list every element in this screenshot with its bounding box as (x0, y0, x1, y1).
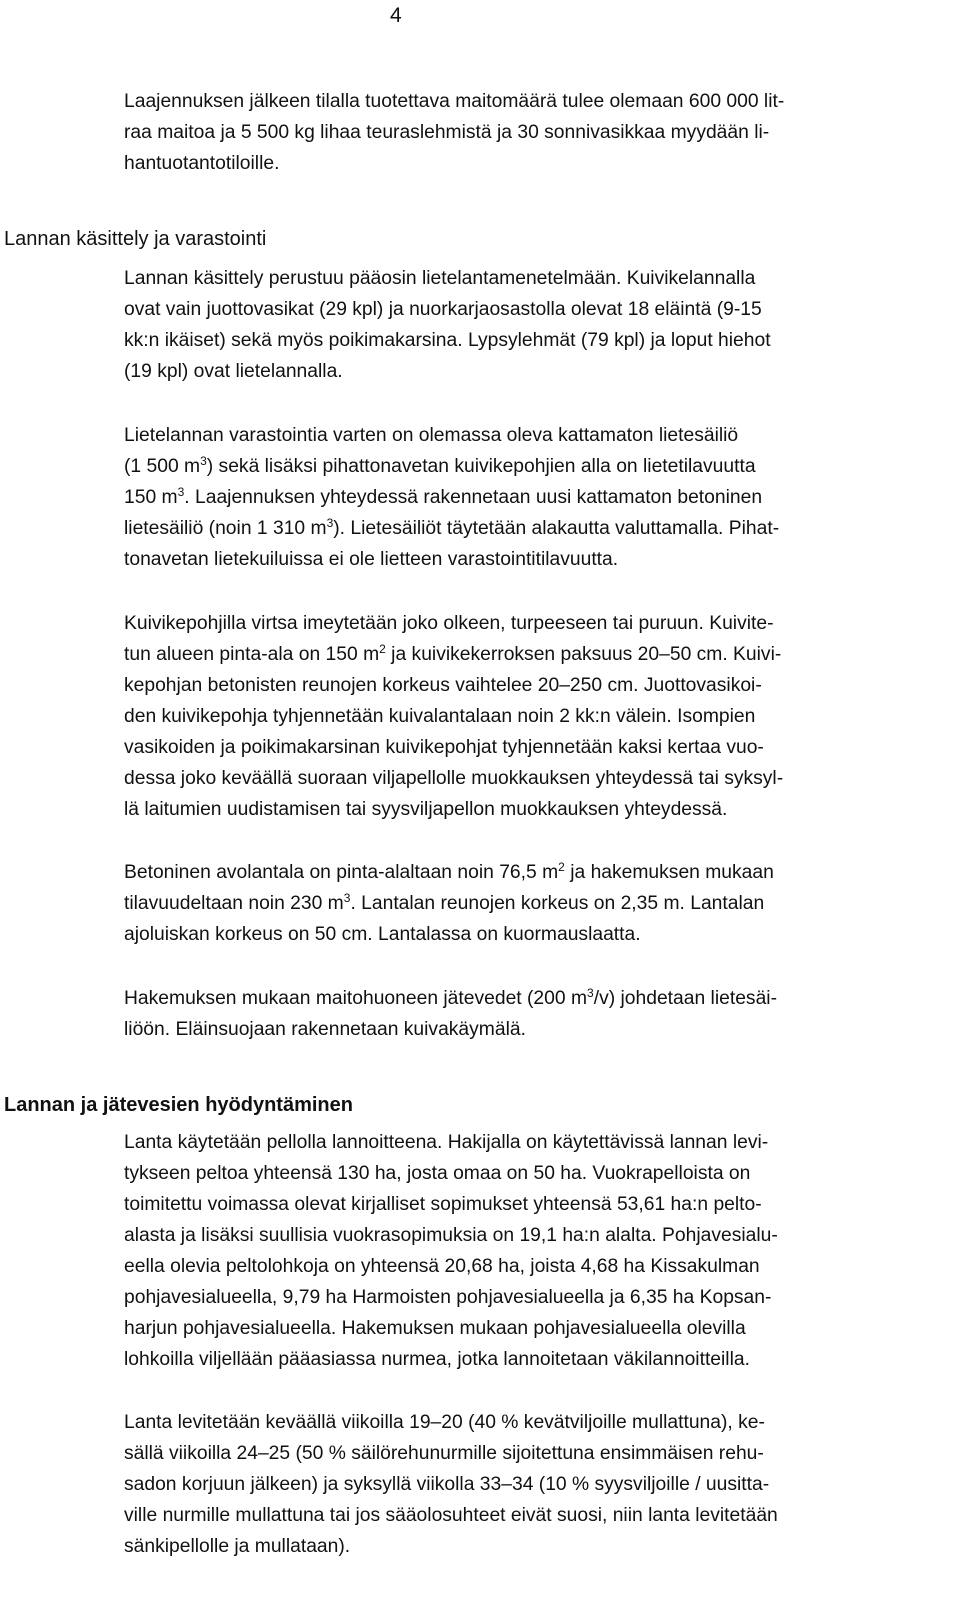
text-segment: pohjavesialueella, 9,79 ha Harmoisten pohjavesialueella ja 6,35 ha Kopsan- (124, 1287, 772, 1308)
text-segment: (1 500 m (124, 456, 201, 477)
text-line (124, 1313, 936, 1344)
paragraph-levitysajankohdat (124, 1407, 936, 1562)
text-segment: ) sekä lisäksi pihattonavetan kuivikepohjien alla on lietetilavuutta (206, 456, 756, 477)
text-segment: sadon korjuun jälkeen) ja syksyllä viikolla 33–34 (10 % syysviljoille / uusitta- (124, 1474, 770, 1495)
superscript: 2 (379, 642, 386, 656)
text-segment: Lanta levitetään keväällä viikoilla 19–20 (40 % kevätviljoille mullattuna), ke- (124, 1412, 765, 1433)
text-segment: /v) johdetaan lietesäi- (593, 988, 777, 1009)
text-segment: alasta ja lisäksi suullisia vuokrasopimuksia on 19,1 ha:n alalta. Pohjavesialu- (124, 1225, 778, 1246)
text-line (124, 1014, 936, 1045)
text-line (124, 919, 936, 950)
text-line (124, 670, 936, 701)
text-line (124, 356, 936, 387)
text-segment: ville nurmille mullattuna tai jos sääolosuhteet eivät suosi, niin lanta levitetään (124, 1505, 778, 1526)
text-line (124, 544, 936, 575)
superscript: 3 (587, 986, 594, 1000)
text-line (124, 86, 936, 117)
text-line (124, 1189, 936, 1220)
text-line (124, 263, 936, 294)
text-segment: tykseen peltoa yhteensä 130 ha, josta omaa on 50 ha. Vuokrapelloista on (124, 1163, 751, 1184)
text-line (124, 1469, 936, 1500)
section-heading-hyodyntaminen: Lannan ja jätevesien hyödyntäminen (4, 1094, 353, 1116)
text-line (124, 794, 936, 825)
text-line (124, 639, 936, 670)
text-line (124, 1220, 936, 1251)
paragraph-lietelannan-varastointi (124, 420, 936, 575)
text-line (124, 117, 936, 148)
text-line (124, 1158, 936, 1189)
paragraph-kuivikepohjat (124, 608, 936, 825)
text-line (124, 451, 936, 482)
text-segment: eella olevia peltolohkoja on yhteensä 20,68 ha, joista 4,68 ha Kissakulman (124, 1256, 760, 1277)
text-segment: den kuivikepohja tyhjennetään kuivalantalaan noin 2 kk:n välein. Isompien (124, 706, 756, 727)
text-segment: . Laajennuksen yhteydessä rakennetaan uusi kattamaton betoninen (184, 487, 763, 508)
text-segment: Lietelannan varastointia varten on olemassa oleva kattamaton lietesäiliö (124, 425, 739, 446)
text-segment: raa maitoa ja 5 500 kg lihaa teuraslehmistä ja 30 sonnivasikkaa myydään li- (124, 122, 770, 143)
text-segment: sällä viikoilla 24–25 (50 % säilörehunurmille sijoitettuna ensimmäisen rehu- (124, 1443, 764, 1464)
text-segment: Lanta käytetään pellolla lannoitteena. Hakijalla on käytettävissä lannan levi- (124, 1132, 769, 1153)
text-segment: Kuivikepohjilla virtsa imeytetään joko olkeen, turpeeseen tai puruun. Kuivite- (124, 613, 774, 634)
paragraph-lannan-kasittely (124, 263, 936, 387)
text-line (124, 513, 936, 544)
text-line (124, 482, 936, 513)
text-segment: liöön. Eläinsuojaan rakennetaan kuivakäymälä. (124, 1019, 526, 1040)
text-segment: Laajennuksen jälkeen tilalla tuotettava maitomäärä tulee olemaan 600 000 lit- (124, 91, 785, 112)
superscript: 3 (200, 454, 207, 468)
text-segment: kepohjan betonisten reunojen korkeus vaihtelee 20–250 cm. Juottovasikoi- (124, 675, 762, 696)
text-segment: tilavuudeltaan noin 230 m (124, 893, 344, 914)
text-line (124, 857, 936, 888)
text-segment: Lannan käsittely perustuu pääosin lietelantamenetelmään. Kuivikelannalla (124, 268, 756, 289)
paragraph-lannan-levitysala (124, 1127, 936, 1375)
text-segment: lohkoilla viljellään pääasiassa nurmea, jotka lannoitetaan väkilannoitteilla. (124, 1349, 750, 1370)
text-line (124, 763, 936, 794)
text-line (124, 420, 936, 451)
text-segment: 150 m (124, 487, 178, 508)
text-segment: ja hakemuksen mukaan (564, 862, 774, 883)
text-segment: ovat vain juottovasikat (29 kpl) ja nuorkarjaosastolla olevat 18 eläintä (9-15 (124, 299, 762, 320)
text-segment: Betoninen avolantala on pinta-alaltaan noin 76,5 m (124, 862, 559, 883)
text-segment: kk:n ikäiset) sekä myös poikimakarsina. Lypsylehmät (79 kpl) ja loput hiehot (124, 330, 771, 351)
text-line (124, 608, 936, 639)
text-line (124, 983, 936, 1014)
paragraph-avolantala (124, 857, 936, 950)
text-line (124, 294, 936, 325)
text-line (124, 732, 936, 763)
paragraph-intro (124, 86, 936, 179)
superscript: 2 (558, 860, 565, 874)
text-line (124, 888, 936, 919)
text-line (124, 1407, 936, 1438)
text-segment: lä laitumien uudistamisen tai syysviljapellon muokkauksen yhteydessä. (124, 799, 728, 820)
text-line (124, 1438, 936, 1469)
text-segment: vasikoiden ja poikimakarsinan kuivikepohjat tyhjennetään kaksi kertaa vuo- (124, 737, 764, 758)
text-segment: tun alueen pinta-ala on 150 m (124, 644, 380, 665)
text-line (124, 1344, 936, 1375)
text-segment: ajoluiskan korkeus on 50 cm. Lantalassa on kuormauslaatta. (124, 924, 641, 945)
text-segment: sänkipellolle ja mullataan). (124, 1536, 351, 1557)
text-segment: toimitettu voimassa olevat kirjalliset sopimukset yhteensä 53,61 ha:n pelto- (124, 1194, 762, 1215)
text-line (124, 1282, 936, 1313)
page-number: 4 (390, 4, 402, 27)
text-segment: ). Lietesäiliöt täytetään alakautta valuttamalla. Pihat- (333, 518, 780, 539)
text-segment: . Lantalan reunojen korkeus on 2,35 m. Lantalan (350, 893, 765, 914)
text-line (124, 1500, 936, 1531)
text-segment: Hakemuksen mukaan maitohuoneen jätevedet (200 m (124, 988, 588, 1009)
superscript: 3 (343, 891, 351, 905)
superscript: 3 (177, 485, 185, 499)
text-segment: harjun pohjavesialueella. Hakemuksen mukaan pohjavesialueella olevilla (124, 1318, 746, 1339)
text-segment: (19 kpl) ovat lietelannalla. (124, 361, 343, 382)
text-line (124, 325, 936, 356)
text-segment: hantuotantotiloille. (124, 153, 280, 174)
text-segment: dessa joko keväällä suoraan viljapellolle muokkauksen yhteydessä tai syksyl- (124, 768, 784, 789)
paragraph-maitohuone-jatevedet (124, 983, 936, 1045)
text-segment: lietesäiliö (noin 1 310 m (124, 518, 327, 539)
text-line (124, 1251, 936, 1282)
text-line (124, 148, 936, 179)
text-line (124, 1531, 936, 1562)
section-heading-lannan-kasittely: Lannan käsittely ja varastointi (4, 228, 267, 250)
text-segment: ja kuivikekerroksen paksuus 20–50 cm. Kuivi- (385, 644, 782, 665)
text-line (124, 701, 936, 732)
text-segment: tonavetan lietekuiluissa ei ole lietteen varastointitilavuutta. (124, 549, 619, 570)
text-line (124, 1127, 936, 1158)
superscript: 3 (326, 516, 334, 530)
